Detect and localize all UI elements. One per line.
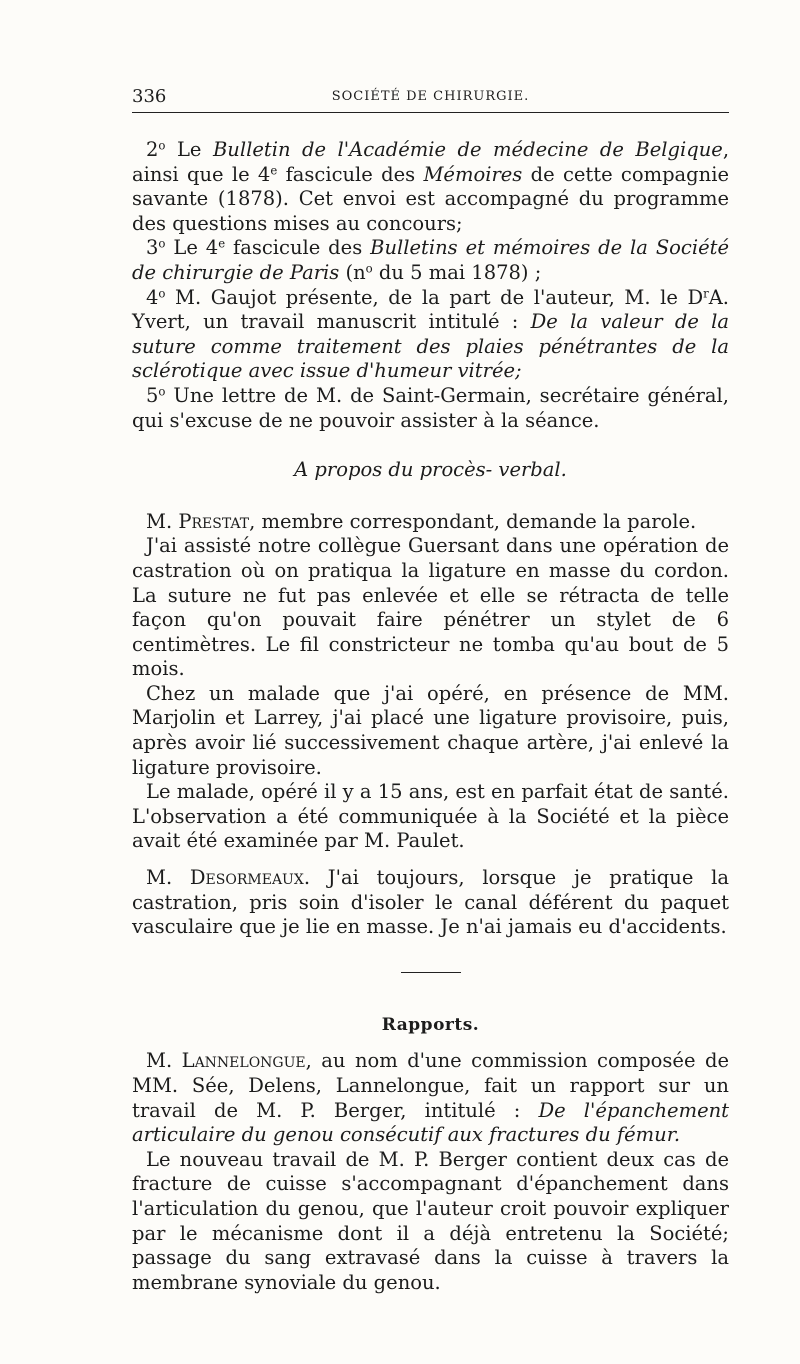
text-span: (n <box>339 260 366 284</box>
lannelongue-paragraph-2: Le nouveau travail de M. P. Berger contient deux cas de fracture de cuisse s'accompagnant d'épanchement dans l'articulation du genou, que l'auteur croit pouvoir expliquer par le mécanisme dont il a déjà entretenu la Société; passage du sang extravasé dans la cuisse à travers la membrane synoviale du genou. <box>132 1147 729 1294</box>
superscript: e <box>270 163 278 178</box>
text-span: fascicule des <box>277 162 424 186</box>
body-text <box>132 138 729 1295</box>
lannelongue-paragraph <box>132 1049 729 1147</box>
desormeaux-paragraph <box>132 866 729 940</box>
prestat-paragraph-4: Le malade, opéré il y a 15 ans, est en parfait état de santé. L'observation a été communiquée à la Société et la pièce avait été examinée par M. Paulet. <box>132 780 729 853</box>
superscript: o <box>158 138 166 153</box>
prestat-paragraph <box>132 510 729 535</box>
page-number: 336 <box>132 86 167 107</box>
italic-title: De la valeur de la suture comme traitement des plaies pénétrantes de la sclérotique avec issue d'humeur vitrée; <box>132 310 729 383</box>
text-span: . J'ai toujours, lorsque je pratique la castration, pris soin d'isoler le canal déférent du paquet vasculaire que je lie en masse. Je n'ai jamais eu d'accidents. <box>132 866 729 939</box>
prestat-paragraph-2: J'ai assisté notre collègue Guersant dans une opération de castration où on pratiqua la ligature en masse du cordon. La suture ne fut pas enlevée et elle se rétracta de telle façon qu'on pouvait faire pénétrer un stylet de 6 centimètres. Le fil constricteur ne tomba qu'au bout de 5 mois. <box>132 534 729 681</box>
text-span: du 5 mai 1878) ; <box>372 260 542 284</box>
item-number: 4 <box>146 285 159 309</box>
superscript: o <box>365 261 373 276</box>
section-heading-rapports: Rapports. <box>381 1014 480 1035</box>
text-span: de cette compagnie savante (1878). Cet envoi est accompagné du programme des questions mises au concours; <box>132 162 729 235</box>
text-span: , au nom d'une commission composée de MM. Sée, Delens, Lannelongue, fait un rapport sur un travail de M. P. Berger, intitulé : <box>132 1049 729 1122</box>
superscript: o <box>158 384 166 399</box>
speaker-name: Desormeaux <box>189 866 304 890</box>
text-span: M. Gaujot présente, de la part de l'auteur, M. le D <box>165 285 704 309</box>
section-divider <box>401 972 461 973</box>
text-span: A. Yvert, un travail manuscrit intitulé : <box>132 285 729 334</box>
superscript: o <box>158 286 166 301</box>
item-number: 2 <box>146 138 159 161</box>
text-span: M. <box>146 1049 182 1073</box>
text-span: , ainsi que le 4 <box>132 138 730 186</box>
italic-title: De l'épanchement articulaire du genou consécutif aux fractures du fémur. <box>132 1098 730 1147</box>
item-2-paragraph <box>132 138 729 236</box>
text-span: Le 4 <box>165 236 219 260</box>
paragraph-gap <box>132 854 729 866</box>
speaker-name: Prestat <box>178 509 250 533</box>
item-number: 3 <box>146 236 159 260</box>
superscript: r <box>703 286 709 301</box>
text-span: M. <box>146 509 179 533</box>
item-number: 5 <box>146 383 159 407</box>
item-5-paragraph <box>132 384 729 433</box>
item-3-paragraph <box>132 236 729 285</box>
text-span: fascicule des <box>225 236 371 260</box>
superscript: o <box>158 236 166 251</box>
text-span: Le <box>165 138 213 161</box>
prestat-paragraph-3: Chez un malade que j'ai opéré, en présence de MM. Marjolin et Larrey, j'ai placé une ligature provisoire, puis, après avoir lié successivement chaque artère, j'ai enlevé la ligature provisoire. <box>132 681 729 779</box>
italic-title: Mémoires <box>423 162 523 186</box>
superscript: e <box>218 236 226 251</box>
italic-title: Bulletins et mémoires de la Société de chirurgie de Paris <box>132 236 729 284</box>
running-title: SOCIÉTÉ DE CHIRURGIE. <box>331 89 530 104</box>
speaker-name: Lannelongue <box>181 1049 306 1073</box>
item-4-paragraph <box>132 286 729 384</box>
section-heading-proces-verbal: A propos du procès- verbal. <box>294 458 567 482</box>
page-header <box>132 86 729 113</box>
text-span: M. <box>146 866 190 890</box>
text-span: Une lettre de M. de Saint-Germain, secrétaire général, qui s'excuse de ne pouvoir assister à la séance. <box>132 383 729 432</box>
italic-title: Bulletin de l'Académie de médecine de Belgique <box>212 138 723 161</box>
text-span: , membre correspondant, demande la parole. <box>249 509 697 533</box>
